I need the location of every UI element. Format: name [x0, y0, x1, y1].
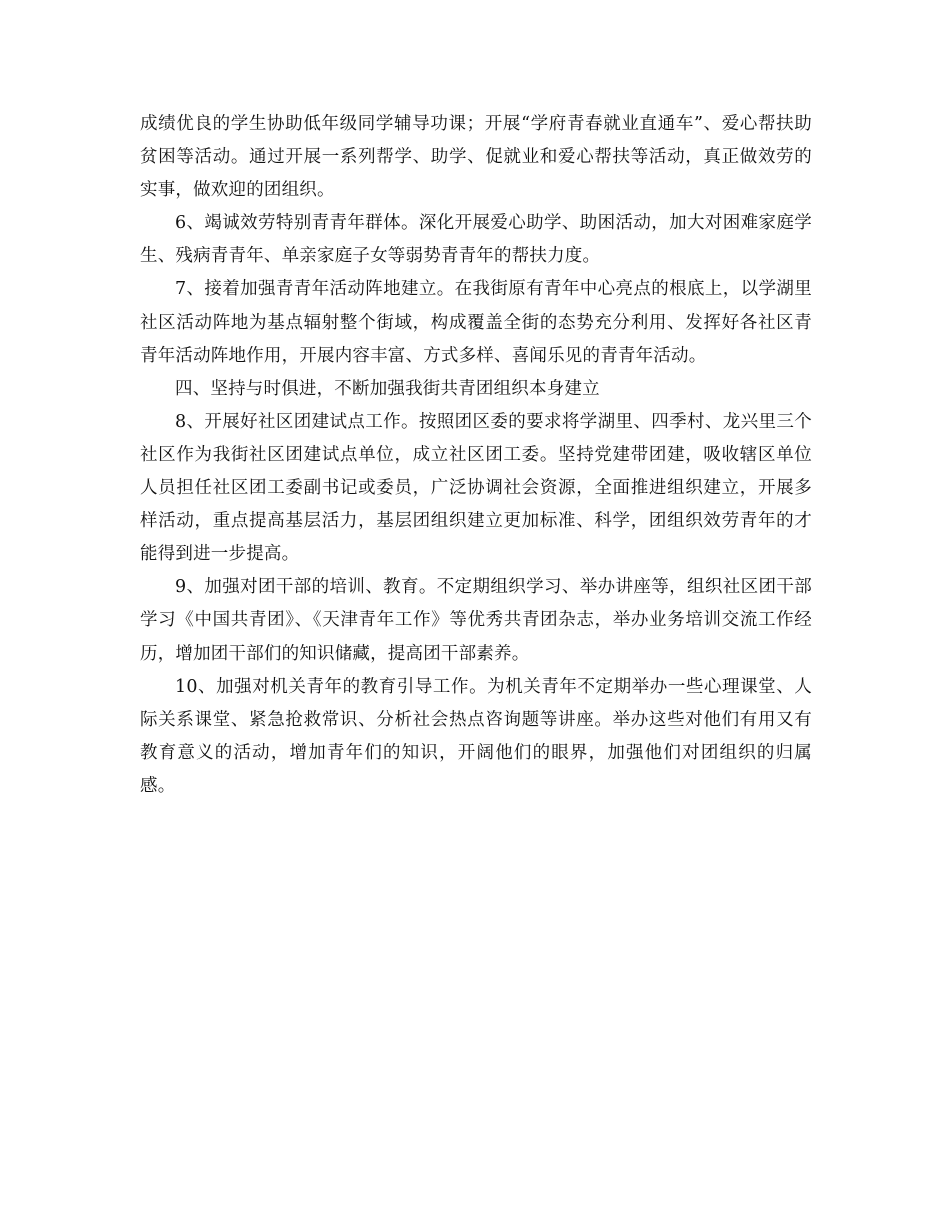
paragraph-item-10: 10、加强对机关青年的教育引导工作。为机关青年不定期举办一些心理课堂、人际关系课堂、紧急抢救常识、分析社会热点咨询题等讲座。举办这些对他们有用又有教育意义的活动，增加青年们的知识，开阔他们的眼界，加强他们对团组织的归属感。 [140, 676, 812, 796]
paragraph-continuation: 成绩优良的学生协助低年级同学辅导功课；开展“学府青春就业直通车”、爱心帮扶助贫困等活动。通过开展一系列帮学、助学、促就业和爱心帮扶等活动，真正做效劳的实事，做欢迎的团组织。 [140, 114, 812, 201]
paragraph-item-7: 7、接着加强青青年活动阵地建立。在我街原有青年中心亮点的根底上，以学湖里社区活动阵地为基点辐射整个街域，构成覆盖全街的态势充分利用、发挥好各社区青青年活动阵地作用，开展内容丰富、方式多样、喜闻乐见的青青年活动。 [140, 279, 812, 366]
paragraph-item-8: 8、开展好社区团建试点工作。按照团区委的要求将学湖里、四季村、龙兴里三个社区作为我街社区团建试点单位，成立社区团工委。坚持党建带团建，吸收辖区单位人员担任社区团工委副书记或委员，广泛协调社会资源，全面推进组织建立，开展多样活动，重点提高基层活力，基层团组织建立更加标准、科学，团组织效劳青年的才能得到进一步提高。 [140, 411, 812, 565]
document-body [140, 108, 812, 803]
section-heading-4: 四、坚持与时俱进，不断加强我街共青团组织本身建立 [175, 378, 600, 399]
paragraph-item-9: 9、加强对团干部的培训、教育。不定期组织学习、举办讲座等，组织社区团干部学习《中国共青团》、《天津青年工作》等优秀共青团杂志，举办业务培训交流工作经历，增加团干部们的知识储藏，提高团干部素养。 [140, 577, 812, 664]
paragraph-item-6: 6、竭诚效劳特别青青年群体。深化开展爱心助学、助困活动，加大对困难家庭学生、残病青青年、单亲家庭子女等弱势青青年的帮扶力度。 [140, 213, 812, 267]
